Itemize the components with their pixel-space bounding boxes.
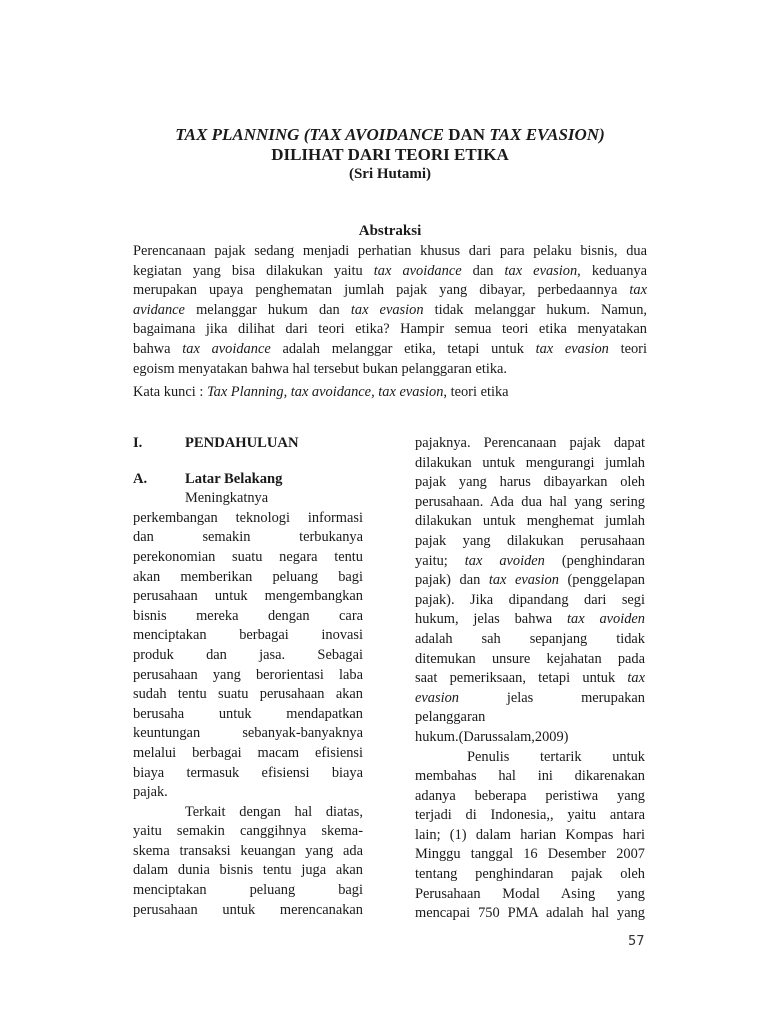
paragraph-line: hukum.(Darussalam,2009) [415,728,569,745]
paragraph-line: produk dan jasa. Sebagai [133,646,363,663]
paragraph-line: evasion jelas merupakan [415,689,645,706]
paragraph-line: tentang penghindaran pajak oleh [415,866,645,883]
paragraph-line: berusaha untuk mendapatkan [133,705,363,722]
paragraph-line: perusahaan yang berorientasi laba [133,666,363,683]
paragraph-line: dan semakin terbukanya [133,529,363,546]
paragraph-line: perusahaan untuk merencanakan [133,901,363,918]
paragraph-line: bisnis mereka dengan cara [133,607,363,624]
abstract-line: bagaimana jika dilihat dari teori etika? Hampir semua teori etika menyatakan [133,321,647,338]
paragraph-line: ditemukan unsure kejahatan pada [415,650,645,667]
paragraph-line: biaya termasuk efisiensi biaya [133,764,363,781]
title-block [130,125,650,183]
paragraph-line: perusahaan untuk mengembangkan [133,588,363,605]
abstract-line: avidance melanggar hukum dan tax evasion tidak melanggar hukum. Namun, [133,301,647,318]
page-number: 57 [628,934,645,949]
paragraph-line: saat pemeriksaan, tetapi untuk tax [415,670,645,687]
section-number: I. [133,435,143,451]
author: (Sri Hutami) [348,166,432,182]
paragraph-line: dalam dunia bisnis tentu juga akan [133,862,363,879]
keywords [133,382,509,402]
abstract-line: bahwa tax avoidance adalah melanggar etika, tetapi untuk tax evasion teori [133,340,647,357]
paragraph-line: pajak. [133,784,168,801]
abstract-line: kegiatan yang bisa dilakukan yaitu tax avoidance dan tax evasion, keduanya [133,262,647,279]
abstract-line: merupakan upaya penghematan jumlah pajak yang dibayar, perbedaannya tax [133,282,647,299]
paragraph-line: Penulis tertarik untuk [467,748,645,765]
paragraph-line: adanya beberapa peristiwa yang [415,787,645,804]
keywords-rest: , teori etika [443,384,509,400]
paragraph-line: terjadi di Indonesia,, yaitu antara [415,807,645,824]
paragraph-line: melalui berbagai macam efisiensi [133,744,363,761]
paragraph-line: sudah tentu suatu perusahaan akan [133,686,363,703]
paper-title-line-1 [130,125,650,145]
paragraph-line: keuntungan sebanyak-banyaknya [133,725,363,742]
abstract-line: egoism menyatakan bahwa hal tersebut bukan pelanggaran etika. [133,360,508,377]
paragraph-line: menciptakan peluang bagi [133,882,363,899]
title-italic-part-1: TAX PLANNING (TAX AVOIDANCE [175,125,444,144]
paragraph-line: lain; (1) dalam harian Kompas hari [415,826,645,843]
abstract-line: Perencanaan pajak sedang menjadi perhatian khusus dari para pelaku bisnis, dua [133,243,647,259]
abstract-heading: Abstraksi [358,223,422,239]
paragraph-line: pajak) dan tax evasion (penggelapan [415,572,645,589]
paragraph-line: hukum, jelas bahwa tax avoiden [415,611,646,628]
subsection-number: A. [133,470,148,487]
paragraph-line: perekonomian suatu negara tentu [133,548,363,565]
section-heading [133,434,363,454]
paragraph-line: membahas hal ini dikarenakan [415,768,645,785]
paragraph-line: dilakukan untuk mengurangi jumlah [415,454,645,471]
paragraph-line: adalah sah sepanjang tidak [415,630,645,647]
keywords-terms: Tax Planning, tax avoidance, tax evasion [206,384,444,400]
paragraph-line: akan memberikan peluang bagi [133,568,363,585]
right-column [415,434,645,924]
paragraph-line: mencapai 750 PMA adalah hal yang [415,905,645,922]
paragraph-line: yaitu; tax avoiden (penghindaran [415,552,645,569]
paper-title-line-2: DILIHAT DARI TEORI ETIKA [271,145,509,164]
abstract-body [133,242,647,379]
paragraph-line: Minggu tanggal 16 Desember 2007 [415,846,645,863]
subsection-heading [133,470,363,490]
paragraph-line: yaitu semakin canggihnya skema- [133,823,363,840]
paragraph-line: perkembangan teknologi informasi [133,509,363,526]
paragraph-line: menciptakan berbagai inovasi [133,627,363,644]
left-column [133,434,363,920]
paragraph-line: Meningkatnya [185,490,269,507]
subsection-title: Latar Belakang [185,470,283,487]
paragraph-line: dilakukan untuk menghemat jumlah [415,513,645,530]
paragraph-line: pajak yang dilakukan perusahaan [415,532,645,549]
keywords-label: Kata kunci : [133,384,207,400]
paragraph-line: Terkait dengan hal diatas, [185,803,363,820]
paragraph-line: Perusahaan Modal Asing yang [415,885,645,902]
title-plain-part: DAN [443,125,490,144]
section-title: PENDAHULUAN [185,435,299,451]
paragraph-line: pajaknya. Perencanaan pajak dapat [415,435,645,451]
paragraph-line: skema transaksi keuangan yang ada [133,842,363,859]
paragraph-line: pajak). Jika dipandang dari segi [415,591,645,608]
paragraph-line: pelanggaran [415,709,486,726]
title-italic-part-2: TAX EVASION) [489,125,605,144]
paragraph-line: pajak yang harus dibayarkan oleh [415,474,645,491]
paragraph-line: perusahaan. Ada dua hal yang sering [415,493,645,510]
